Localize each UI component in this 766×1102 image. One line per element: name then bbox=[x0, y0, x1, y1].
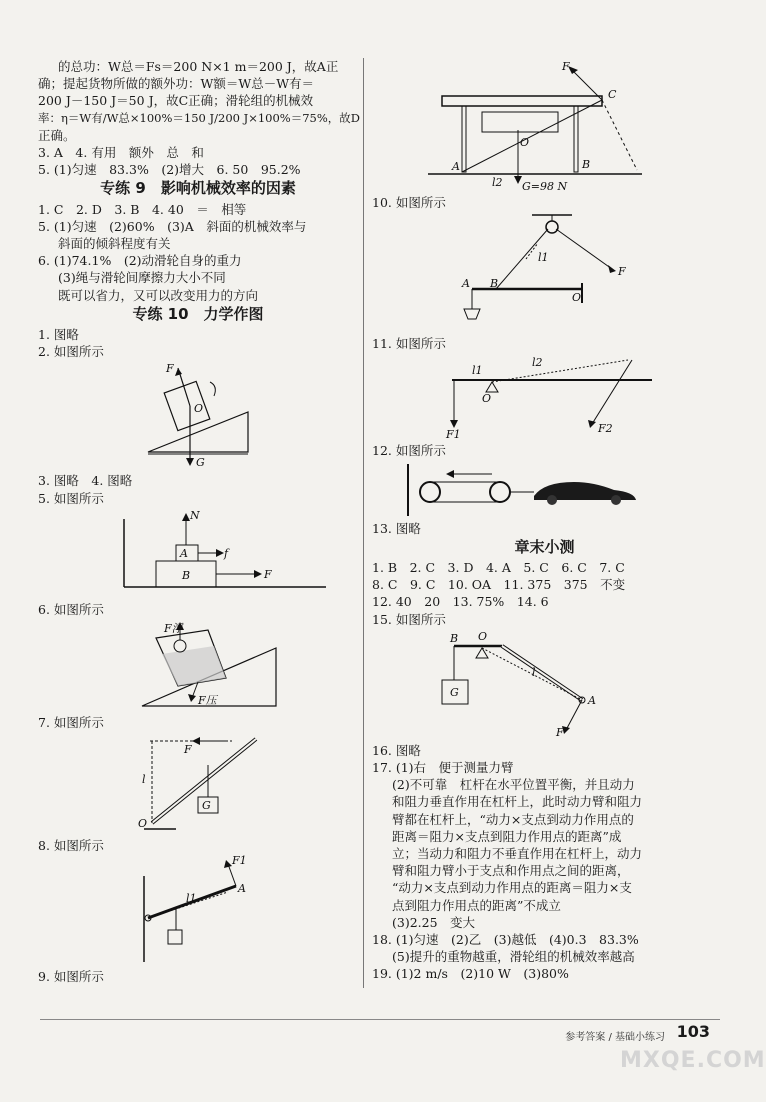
text-line: 距离＝阻力×支点到阻力作用点的距离”成 bbox=[392, 828, 622, 844]
watermark: MXQE.COM bbox=[620, 1048, 766, 1073]
text-line: 12. 40 20 13. 75% 14. 6 bbox=[372, 594, 549, 610]
text-line: “动力×支点到动力作用点的距离＝阻力×支 bbox=[392, 880, 632, 896]
figure-blocks bbox=[116, 509, 356, 599]
label-B: B bbox=[182, 568, 191, 582]
label-f: f bbox=[224, 546, 229, 560]
text-line: 1. C 2. D 3. B 4. 40 ＝ 相等 bbox=[38, 201, 247, 217]
chapter-title: 章末小测 bbox=[514, 537, 575, 556]
label-A: A bbox=[588, 693, 596, 707]
text-line: 臂和阻力臂小于支点和作用点之间的距离， bbox=[392, 863, 630, 879]
text-line: 1. B 2. C 3. D 4. A 5. C 6. C 7. C bbox=[372, 560, 625, 576]
label-O: O bbox=[520, 136, 530, 149]
text-line: 5. (1)匀速 (2)60% (3)A 斜面的机械效率与 bbox=[38, 218, 307, 234]
section-title-9: 专练 9 影响机械效率的因素 bbox=[100, 179, 296, 198]
label-G-98: G=98 N bbox=[522, 180, 568, 193]
label-l: l bbox=[532, 665, 536, 679]
figure-car-pulley bbox=[402, 462, 662, 518]
label-l1: l1 bbox=[472, 364, 483, 378]
text-line: 18. (1)匀速 (2)乙 (3)越低 (4)0.3 83.3% bbox=[372, 932, 639, 948]
figure-rod-weight bbox=[136, 733, 336, 835]
text-line: 臂都在杠杆上，“动力×支点到动力作用点的 bbox=[392, 811, 634, 827]
text-line: 正确。 bbox=[38, 127, 76, 143]
figure-lever-f1-f2 bbox=[442, 354, 662, 440]
text-line: 2. 如图所示 bbox=[38, 344, 104, 360]
text-line: 确；提起货物所做的额外功：W额＝W总－W有＝ bbox=[38, 76, 315, 92]
label-C: C bbox=[608, 88, 617, 101]
figure-lamp-boom bbox=[442, 213, 642, 333]
text-line: 3. 图略 4. 图略 bbox=[38, 473, 133, 489]
text-line: (5)提升的重物越重，滑轮组的机械效率越高 bbox=[392, 949, 635, 965]
footer-text: 参考答案 / 基础小练习 bbox=[565, 1032, 665, 1043]
label-A: A bbox=[452, 160, 460, 173]
label-l1: l1 bbox=[186, 892, 197, 906]
label-A: A bbox=[462, 277, 470, 291]
text-line: 16. 图略 bbox=[372, 742, 421, 758]
label-l1: l1 bbox=[538, 251, 549, 265]
text-line: 19. (1)2 m/s (2)10 W (3)80% bbox=[372, 966, 569, 982]
label-O: O bbox=[138, 817, 148, 831]
text-line: 1. 图略 bbox=[38, 327, 79, 343]
label-B: B bbox=[490, 277, 499, 291]
text-line: 13. 图略 bbox=[372, 520, 421, 536]
label-O: O bbox=[478, 629, 488, 643]
text-line: 3. A 4. 有用 额外 总 和 bbox=[38, 145, 204, 161]
label-N: N bbox=[190, 508, 200, 522]
text-line: 10. 如图所示 bbox=[372, 195, 446, 210]
label-l2: l2 bbox=[532, 356, 543, 370]
text-line: 6. 如图所示 bbox=[38, 601, 104, 617]
right-column bbox=[372, 58, 717, 983]
figure-lever-15 bbox=[432, 630, 632, 740]
section-title-10: 专练 10 力学作图 bbox=[132, 304, 264, 323]
text-line: 15. 如图所示 bbox=[372, 611, 446, 627]
label-A: A bbox=[238, 882, 246, 896]
text-line: 斜面的倾斜程度有关 bbox=[58, 236, 171, 252]
label-F: F bbox=[166, 362, 174, 376]
text-line: 9. 如图所示 bbox=[38, 969, 104, 985]
label-O: O bbox=[482, 392, 492, 406]
text-line: 率：η＝W有/W总×100%＝150 J/200 J×100%＝75%，故D bbox=[38, 110, 361, 125]
figure-table bbox=[422, 60, 682, 192]
label-F: F bbox=[618, 265, 626, 279]
label-B: B bbox=[450, 631, 459, 645]
label-F: F bbox=[264, 567, 272, 581]
label-F: F bbox=[562, 60, 570, 73]
text-line: 的总功：W总＝Fs＝200 N×1 m＝200 J，故A正 bbox=[58, 59, 339, 74]
label-G: G bbox=[202, 799, 211, 813]
text-line: 既可以省力，又可以改变用力的方向 bbox=[58, 287, 259, 303]
figure-incline-cup bbox=[138, 362, 338, 470]
label-O: O bbox=[194, 402, 204, 416]
text-line: 11. 如图所示 bbox=[372, 336, 446, 352]
label-F: F bbox=[556, 725, 564, 739]
label-G: G bbox=[450, 685, 459, 699]
label-l: l bbox=[142, 773, 146, 787]
label-F-buoyancy: F浮 bbox=[164, 622, 183, 636]
text-line: 点到阻力作用点的距离”不成立 bbox=[392, 897, 561, 913]
text-line: 8. 如图所示 bbox=[38, 838, 104, 854]
text-line: 12. 如图所示 bbox=[372, 443, 446, 459]
label-l2: l2 bbox=[492, 176, 503, 189]
label-G: G bbox=[196, 456, 205, 470]
text-line: 7. 如图所示 bbox=[38, 715, 104, 731]
column-divider bbox=[363, 58, 364, 988]
text-line: (3)2.25 变大 bbox=[392, 914, 476, 930]
label-B: B bbox=[582, 158, 591, 171]
text-line: 5. 如图所示 bbox=[38, 490, 104, 506]
label-F1: F1 bbox=[232, 854, 247, 868]
footer-rule bbox=[40, 1019, 720, 1020]
label-F-pressure: F压 bbox=[198, 694, 217, 708]
figure-lever-f1 bbox=[136, 856, 336, 966]
label-F: F bbox=[184, 743, 192, 757]
text-line: 6. (1)74.1% (2)动滑轮自身的重力 bbox=[38, 253, 242, 269]
figure-buoy bbox=[136, 620, 336, 712]
label-F2: F2 bbox=[598, 422, 613, 436]
label-O: O bbox=[572, 291, 582, 305]
text-line: (2)不可靠 杠杆在水平位置平衡，并且动力 bbox=[392, 777, 635, 793]
text-line: 立；当动力和阻力不垂直作用在杠杆上，动力 bbox=[392, 846, 643, 862]
label-A: A bbox=[180, 546, 188, 560]
text-line: 17. (1)右 便于测量力臂 bbox=[372, 760, 514, 776]
text-line: (3)绳与滑轮间摩擦力大小不同 bbox=[58, 270, 226, 286]
label-F1: F1 bbox=[446, 428, 461, 442]
text-line: 5. (1)匀速 83.3% (2)增大 6. 50 95.2% bbox=[38, 162, 301, 178]
text-line: 200 J－150 J＝50 J，故C正确；滑轮组的机械效 bbox=[38, 93, 314, 109]
text-line: 和阻力垂直作用在杠杆上，此时动力臂和阻力 bbox=[392, 794, 643, 810]
left-column bbox=[38, 58, 361, 986]
page-number: 103 bbox=[676, 1022, 710, 1041]
text-line: 8. C 9. C 10. OA 11. 375 375 不变 bbox=[372, 577, 626, 593]
